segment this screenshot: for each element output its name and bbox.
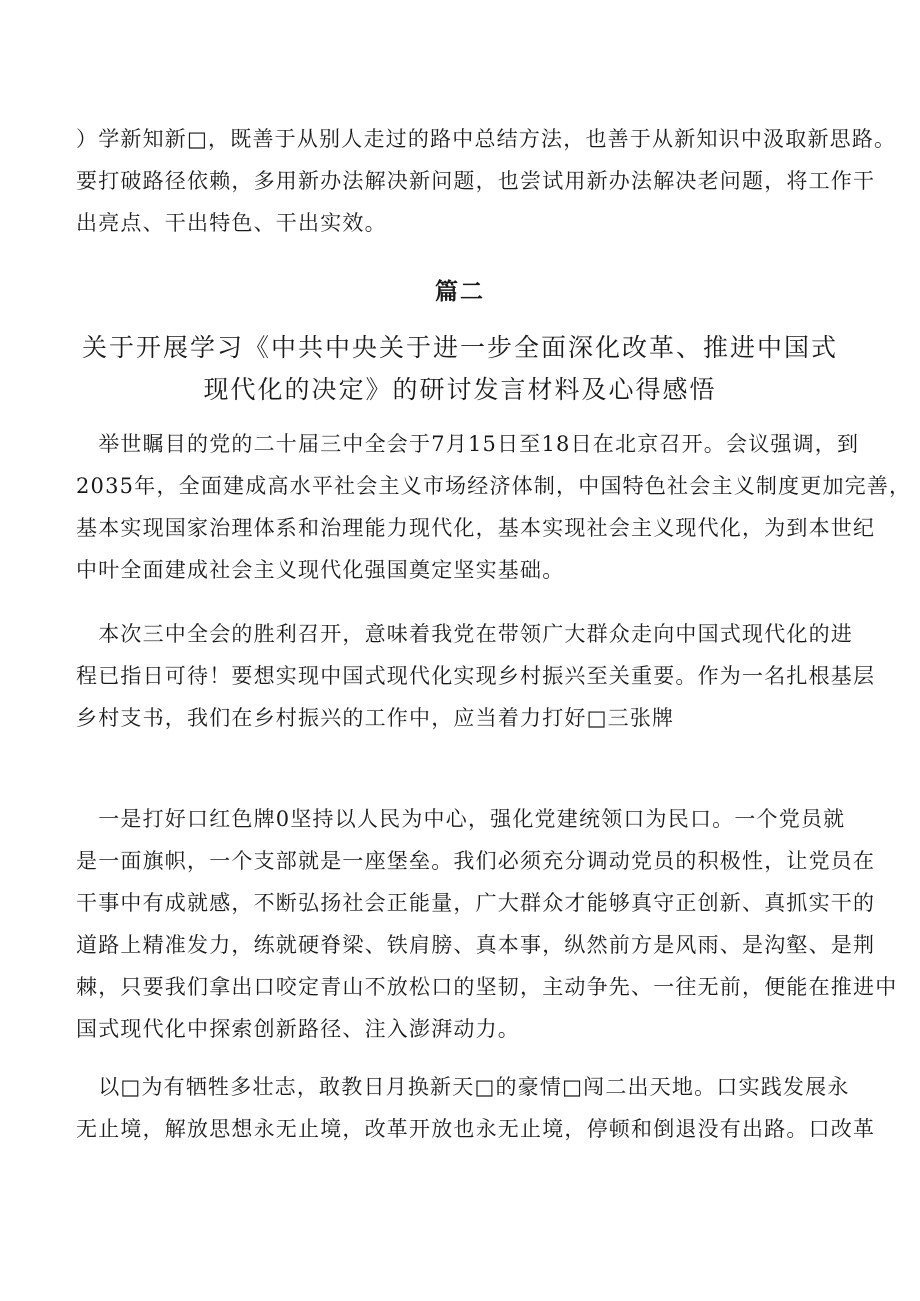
- text-line: 棘，只要我们拿出口咬定青山不放松口的坚韧，主动争先、一往无前，便能在推进中: [76, 975, 898, 999]
- text-line: 要打破路径依赖，多用新办法解决新问题，也尝试用新办法解决老问题，将工作干: [76, 169, 876, 193]
- text-line: ）学新知新□，既善于从别人走过的路中总结方法，也善于从新知识中汲取新思路。: [76, 127, 897, 151]
- text-line: 是一面旗帜，一个支部就是一座堡垒。我们必须充分调动党员的积极性，让党员在: [76, 849, 876, 873]
- text-line: 一是打好口红色牌0坚持以人民为中心，强化党建统领口为民口。一个党员就: [76, 807, 846, 831]
- paragraph-1: [76, 423, 912, 591]
- document-title-line-2: 现代化的决定》的研讨发言材料及心得感悟: [203, 375, 717, 404]
- text-line: 出亮点、干出特色、干出实效。: [76, 211, 387, 235]
- text-line: 本次三中全会的胜利召开，意味着我党在带领广大群众走向中国式现代化的进: [76, 622, 853, 646]
- text-line: 乡村支书，我们在乡村振兴的工作中，应当着力打好□三张牌: [76, 706, 675, 730]
- paragraph-3: [76, 798, 898, 1050]
- text-line: 2035年，全面建成高水平社会主义市场经济体制，中国特色社会主义制度更加完善，: [76, 474, 912, 498]
- section-heading: 篇二: [435, 279, 485, 305]
- document-title-line-1: 关于开展学习《中共中央关于进一步全面深化改革、推进中国式: [81, 333, 838, 362]
- text-line: 以□为有牺牲多壮志，敢教日月换新天□的豪情□闯二出天地。口实践发展永: [76, 1075, 850, 1099]
- text-line: 道路上精准发力，练就硬脊梁、铁肩膀、真本事，纵然前方是风雨、是沟壑、是荆: [76, 933, 876, 957]
- text-line: 无止境，解放思想永无止境，改革开放也永无止境，停顿和倒退没有出路。口改革: [76, 1117, 876, 1141]
- text-line: 中叶全面建成社会主义现代化强国奠定坚实基础。: [76, 558, 565, 582]
- text-line: 举世瞩目的党的二十届三中全会于7月15日至18日在北京召开。会议强调，到: [76, 432, 860, 456]
- text-line: 基本实现国家治理体系和治理能力现代化，基本实现社会主义现代化，为到本世纪: [76, 516, 876, 540]
- paragraph-4: [76, 1066, 876, 1150]
- paragraph-intro: [76, 118, 897, 244]
- text-line: 程已指日可待！要想实现中国式现代化实现乡村振兴至关重要。作为一名扎根基层: [76, 664, 876, 688]
- text-line: 干事中有成就感，不断弘扬社会正能量，广大群众才能够真守正创新、真抓实干的: [76, 891, 876, 915]
- paragraph-2: [76, 613, 876, 739]
- text-line: 国式现代化中探索创新路径、注入澎湃动力。: [76, 1017, 520, 1041]
